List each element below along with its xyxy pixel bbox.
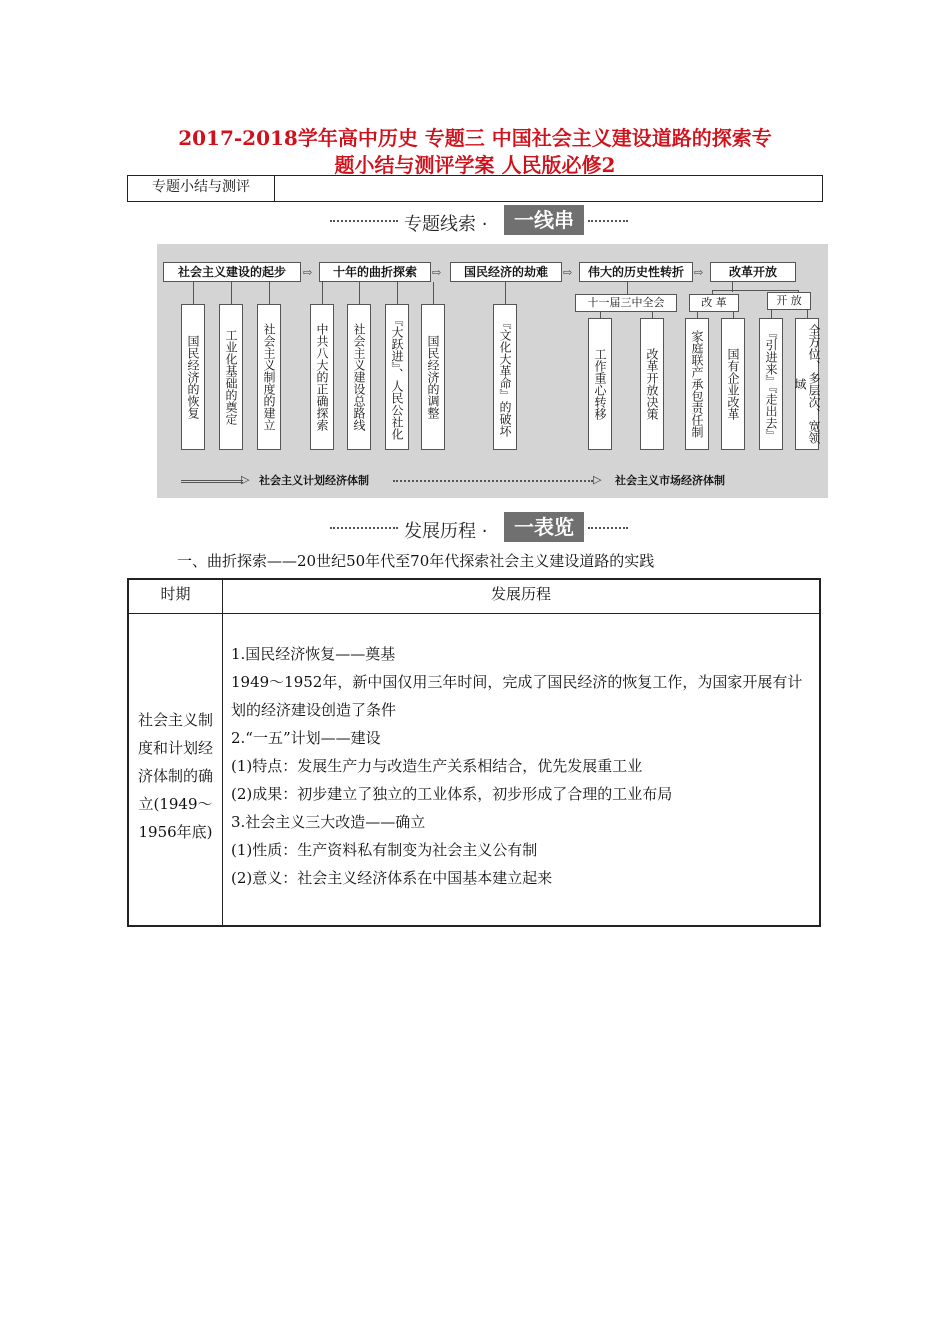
stage-1: 社会主义建设的起步 bbox=[163, 262, 301, 282]
market-economy-label: 社会主义市场经济体制 bbox=[615, 474, 725, 487]
content-line: (1)性质：生产资料私有制变为社会主义公有制 bbox=[231, 841, 538, 859]
reform-label: 改 革 bbox=[689, 294, 739, 312]
item-bring-in-go-out: 『引进来』『走出去』 bbox=[759, 318, 783, 450]
content-line: 3.社会主义三大改造——确立 bbox=[231, 813, 426, 831]
content-line: 2.“一五”计划——建设 bbox=[231, 729, 381, 747]
banner-box: 一表览 bbox=[504, 512, 584, 542]
arrow-icon: ▷ bbox=[241, 473, 250, 486]
item-all-round-opening: 全方位、多层次、宽领域 bbox=[795, 318, 819, 450]
arrow-icon: ⇨ bbox=[694, 266, 704, 279]
stage-5: 改革开放 bbox=[710, 262, 796, 282]
banner-thread bbox=[330, 205, 630, 237]
document-title-line1: 2017-2018学年高中历史 专题三 中国社会主义建设道路的探索专 bbox=[178, 126, 772, 150]
item-household-responsibility: 家庭联产承包责任制 bbox=[685, 318, 709, 450]
content-line: (1)特点：发展生产力与改造生产关系相结合，优先发展重工业 bbox=[231, 757, 643, 775]
item-work-focus-shift: 工作重心转移 bbox=[588, 318, 612, 450]
item-great-leap: 『大跃进』、人民公社化 bbox=[385, 304, 409, 450]
topic-diagram bbox=[157, 244, 828, 498]
item-cultural-revolution: 『文化大革命』的破坏 bbox=[493, 304, 517, 450]
banner-label: 发展历程 · bbox=[404, 521, 488, 542]
item-soe-reform: 国有企业改革 bbox=[721, 318, 745, 450]
content-line: 1949～1952年，新中国仅用三年时间，完成了国民经济的恢复工作，为国家开展有计划的经济建设创造了条件 bbox=[231, 673, 803, 719]
period-cell bbox=[129, 614, 223, 925]
banner-label: 专题线索 · bbox=[404, 214, 488, 235]
banner-overview bbox=[330, 512, 630, 544]
stage-4: 伟大的历史性转折 bbox=[579, 262, 693, 282]
banner-box: 一线串 bbox=[504, 205, 584, 235]
arrow-icon: ▷ bbox=[593, 473, 602, 486]
open-label: 开 放 bbox=[767, 292, 811, 310]
item-economic-adjustment: 国民经济的调整 bbox=[421, 304, 445, 450]
stage-3: 国民经济的劫难 bbox=[450, 262, 562, 282]
banner-dots-right bbox=[588, 527, 628, 529]
banner-dots-left bbox=[330, 220, 398, 222]
stage-2: 十年的曲折探索 bbox=[319, 262, 431, 282]
arrow-icon: ⇨ bbox=[432, 266, 442, 279]
banner-dots-right bbox=[588, 220, 628, 222]
process-cell bbox=[231, 640, 813, 892]
header-period: 时期 bbox=[129, 580, 223, 614]
planned-economy-label: 社会主义计划经济体制 bbox=[259, 474, 369, 487]
content-line: (2)成果：初步建立了独立的工业体系，初步形成了合理的工业布局 bbox=[231, 785, 673, 803]
document-title-line2: 题小结与测评学案 人民版必修2 bbox=[334, 153, 616, 177]
item-socialist-system: 社会主义制度的建立 bbox=[257, 304, 281, 450]
content-line: (2)意义：社会主义经济体系在中国基本建立起来 bbox=[231, 869, 553, 887]
item-reform-decision: 改革开放决策 bbox=[640, 318, 664, 450]
period-text: 社会主义制度和计划经济体制的确立(1949～1956年底) bbox=[137, 711, 213, 841]
header-process: 发展历程 bbox=[223, 580, 819, 614]
section-label-table bbox=[127, 175, 823, 202]
item-industrial-foundation: 工业化基础的奠定 bbox=[219, 304, 243, 450]
third-plenum: 十一届三中全会 bbox=[575, 294, 677, 312]
banner-dots-left bbox=[330, 527, 398, 529]
history-table bbox=[127, 578, 821, 927]
arrow-icon: ⇨ bbox=[563, 266, 573, 279]
content-line: 1.国民经济恢复——奠基 bbox=[231, 645, 396, 663]
section-intro: 一、曲折探索——20世纪50年代至70年代探索社会主义建设道路的实践 bbox=[177, 552, 655, 570]
item-general-line: 社会主义建设总路线 bbox=[347, 304, 371, 450]
section-label: 专题小结与测评 bbox=[128, 176, 275, 201]
item-eighth-congress: 中共八大的正确探索 bbox=[310, 304, 334, 450]
item-national-economy-recovery: 国民经济的恢复 bbox=[181, 304, 205, 450]
arrow-icon: ⇨ bbox=[303, 266, 313, 279]
